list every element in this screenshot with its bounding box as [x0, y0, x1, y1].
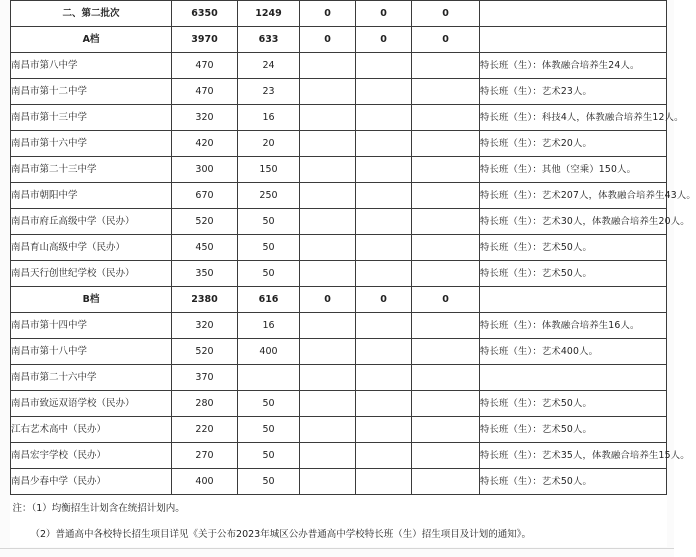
cell-count-c[interactable]: 0: [300, 1, 356, 27]
table-row[interactable]: [11, 391, 667, 417]
cell-note[interactable]: 特长班（生）：科技4人，体教融合培养生12人。: [480, 105, 667, 131]
cell-count-c[interactable]: [300, 261, 356, 287]
cell-count-a[interactable]: 300: [172, 157, 238, 183]
cell-count-b[interactable]: 16: [238, 105, 300, 131]
cell-count-b[interactable]: 616: [238, 287, 300, 313]
cell-count-a[interactable]: 280: [172, 391, 238, 417]
enrollment-table: [10, 0, 696, 547]
cell-note[interactable]: 特长班（生）：艺术400人。: [480, 339, 667, 365]
cell-count-a[interactable]: 370: [172, 365, 238, 391]
table-row[interactable]: [11, 235, 667, 261]
cell-school-name[interactable]: 江右艺术高中（民办）: [11, 417, 172, 443]
cell-school-name[interactable]: 南昌育山高级中学（民办）: [11, 235, 172, 261]
cell-note[interactable]: 特长班（生）：艺术30人，体教融合培养生20人。: [480, 209, 667, 235]
cell-count-d[interactable]: [356, 157, 412, 183]
footnote-1: 注：（1）均衡招生计划含在统招计划内。: [12, 502, 185, 514]
cell-count-a[interactable]: 450: [172, 235, 238, 261]
cell-school-name[interactable]: B档: [11, 287, 172, 313]
table-row[interactable]: [11, 157, 667, 183]
cell-count-a[interactable]: 320: [172, 105, 238, 131]
cell-count-d[interactable]: [356, 79, 412, 105]
cell-note[interactable]: 特长班（生）：艺术35人，体教融合培养生15人。: [480, 443, 667, 469]
cell-count-a[interactable]: 320: [172, 313, 238, 339]
cell-note[interactable]: 特长班（生）：艺术23人。: [480, 79, 667, 105]
cell-count-a[interactable]: 470: [172, 53, 238, 79]
cell-count-d[interactable]: [356, 391, 412, 417]
cell-school-name[interactable]: 南昌少春中学（民办）: [11, 469, 172, 495]
cell-count-b[interactable]: [238, 365, 300, 391]
cell-count-d[interactable]: 0: [356, 1, 412, 27]
table-row[interactable]: [11, 417, 667, 443]
cell-count-d[interactable]: [356, 417, 412, 443]
cell-count-b[interactable]: 50: [238, 209, 300, 235]
cell-count-b[interactable]: 150: [238, 157, 300, 183]
cell-count-e[interactable]: 0: [412, 287, 480, 313]
cell-note[interactable]: 特长班（生）：艺术50人。: [480, 235, 667, 261]
cell-count-e[interactable]: [412, 53, 480, 79]
cell-note[interactable]: 特长班（生）：艺术20人。: [480, 131, 667, 157]
table-row[interactable]: [11, 365, 667, 391]
cell-count-c[interactable]: [300, 365, 356, 391]
cell-count-a[interactable]: 420: [172, 131, 238, 157]
cell-count-c[interactable]: [300, 209, 356, 235]
cell-count-a[interactable]: 400: [172, 469, 238, 495]
table-group-row[interactable]: [11, 287, 667, 313]
cell-count-e[interactable]: [412, 157, 480, 183]
table-row[interactable]: [11, 209, 667, 235]
cell-school-name[interactable]: 南昌市第八中学: [11, 53, 172, 79]
table-group-row[interactable]: [11, 27, 667, 53]
cell-count-b[interactable]: 633: [238, 27, 300, 53]
cell-note[interactable]: 特长班（生）：体教融合培养生16人。: [480, 313, 667, 339]
footnote-2: （2）普通高中各校特长招生项目详见《关于公布2023年城区公办普通高中学校特长班（生）招生项目及计划的通知》。: [30, 528, 531, 540]
cell-count-d[interactable]: [356, 183, 412, 209]
cell-count-e[interactable]: [412, 365, 480, 391]
cell-count-b[interactable]: 400: [238, 339, 300, 365]
cell-count-e[interactable]: [412, 339, 480, 365]
cell-count-a[interactable]: 350: [172, 261, 238, 287]
cell-count-e[interactable]: [412, 391, 480, 417]
cell-count-b[interactable]: 50: [238, 469, 300, 495]
cell-note[interactable]: 特长班（生）：体教融合培养生24人。: [480, 53, 667, 79]
cell-count-d[interactable]: [356, 443, 412, 469]
cell-count-d[interactable]: [356, 261, 412, 287]
cell-school-name[interactable]: 南昌天行创世纪学校（民办）: [11, 261, 172, 287]
cell-count-b[interactable]: 16: [238, 313, 300, 339]
cell-school-name[interactable]: 南昌宏宇学校（民办）: [11, 443, 172, 469]
cell-school-name[interactable]: 南昌市第二十三中学: [11, 157, 172, 183]
table-row[interactable]: [11, 313, 667, 339]
cell-count-a[interactable]: 270: [172, 443, 238, 469]
cell-count-e[interactable]: [412, 261, 480, 287]
cell-count-c[interactable]: [300, 105, 356, 131]
cell-school-name[interactable]: 南昌市致远双语学校（民办）: [11, 391, 172, 417]
cell-school-name[interactable]: 南昌市第十三中学: [11, 105, 172, 131]
cell-count-e[interactable]: [412, 235, 480, 261]
cell-count-b[interactable]: 20: [238, 131, 300, 157]
cell-count-d[interactable]: [356, 313, 412, 339]
cell-count-e[interactable]: 0: [412, 1, 480, 27]
cell-count-b[interactable]: 50: [238, 417, 300, 443]
cell-school-name[interactable]: 南昌市府丘高级中学（民办）: [11, 209, 172, 235]
cell-count-a[interactable]: 670: [172, 183, 238, 209]
cell-count-c[interactable]: [300, 235, 356, 261]
table-row[interactable]: [11, 443, 667, 469]
cell-count-e[interactable]: [412, 313, 480, 339]
cell-count-d[interactable]: [356, 209, 412, 235]
cell-count-e[interactable]: [412, 183, 480, 209]
cell-count-d[interactable]: [356, 235, 412, 261]
cell-count-a[interactable]: 520: [172, 209, 238, 235]
table-row[interactable]: [11, 131, 667, 157]
cell-count-a[interactable]: 220: [172, 417, 238, 443]
cell-count-d[interactable]: 0: [356, 287, 412, 313]
divider: [0, 548, 674, 549]
cell-count-e[interactable]: [412, 79, 480, 105]
cell-note[interactable]: 特长班（生）：艺术207人，体教融合培养生43人。: [480, 183, 667, 209]
cell-count-c[interactable]: 0: [300, 287, 356, 313]
cell-count-a[interactable]: 520: [172, 339, 238, 365]
cell-count-b[interactable]: 50: [238, 261, 300, 287]
cell-note[interactable]: [480, 27, 667, 53]
cell-count-d[interactable]: [356, 469, 412, 495]
cell-note[interactable]: 特长班（生）：艺术50人。: [480, 391, 667, 417]
cell-count-e[interactable]: [412, 131, 480, 157]
footnotes: [11, 495, 667, 548]
table-row[interactable]: [11, 339, 667, 365]
cell-count-a[interactable]: 6350: [172, 1, 238, 27]
cell-count-c[interactable]: [300, 79, 356, 105]
cell-count-b[interactable]: 250: [238, 183, 300, 209]
cell-count-d[interactable]: [356, 131, 412, 157]
cell-count-d[interactable]: [356, 365, 412, 391]
cell-count-b[interactable]: 1249: [238, 1, 300, 27]
cell-school-name[interactable]: 南昌市第十四中学: [11, 313, 172, 339]
cell-count-c[interactable]: [300, 391, 356, 417]
cell-count-c[interactable]: [300, 417, 356, 443]
cell-count-c[interactable]: [300, 183, 356, 209]
cell-school-name[interactable]: 二、第二批次: [11, 1, 172, 27]
cell-count-d[interactable]: [356, 339, 412, 365]
cell-count-d[interactable]: 0: [356, 27, 412, 53]
cell-count-c[interactable]: [300, 469, 356, 495]
cell-count-e[interactable]: [412, 105, 480, 131]
cell-count-e[interactable]: [412, 469, 480, 495]
table-row[interactable]: [11, 53, 667, 79]
cell-note[interactable]: 特长班（生）：艺术50人。: [480, 261, 667, 287]
cell-count-a[interactable]: 2380: [172, 287, 238, 313]
cell-count-e[interactable]: [412, 417, 480, 443]
cell-count-e[interactable]: [412, 209, 480, 235]
cell-school-name[interactable]: 南昌市第十二中学: [11, 79, 172, 105]
cell-count-a[interactable]: 3970: [172, 27, 238, 53]
cell-count-c[interactable]: [300, 443, 356, 469]
cell-count-e[interactable]: [412, 443, 480, 469]
cell-count-c[interactable]: [300, 339, 356, 365]
table-row[interactable]: [11, 469, 667, 495]
cell-note[interactable]: 特长班（生）：艺术50人。: [480, 469, 667, 495]
cell-count-b[interactable]: 23: [238, 79, 300, 105]
table-row[interactable]: [11, 79, 667, 105]
cell-count-a[interactable]: 470: [172, 79, 238, 105]
table-row[interactable]: [11, 261, 667, 287]
table-row[interactable]: [11, 105, 667, 131]
cell-note[interactable]: 特长班（生）：其他（空乘）150人。: [480, 157, 667, 183]
cell-school-name[interactable]: 南昌市朝阳中学: [11, 183, 172, 209]
cell-count-d[interactable]: [356, 105, 412, 131]
table-row[interactable]: [11, 183, 667, 209]
cell-count-b[interactable]: 50: [238, 391, 300, 417]
cell-note[interactable]: [480, 365, 667, 391]
cell-count-c[interactable]: 0: [300, 27, 356, 53]
cell-school-name[interactable]: A档: [11, 27, 172, 53]
cell-school-name[interactable]: 南昌市第十八中学: [11, 339, 172, 365]
cell-note[interactable]: [480, 1, 667, 27]
cell-count-c[interactable]: [300, 157, 356, 183]
cell-count-c[interactable]: [300, 313, 356, 339]
table-group-row[interactable]: [11, 1, 667, 27]
cell-count-e[interactable]: 0: [412, 27, 480, 53]
cell-count-c[interactable]: [300, 131, 356, 157]
cell-school-name[interactable]: 南昌市第十六中学: [11, 131, 172, 157]
cell-count-c[interactable]: [300, 53, 356, 79]
cell-note[interactable]: [480, 287, 667, 313]
cell-count-d[interactable]: [356, 53, 412, 79]
cell-note[interactable]: 特长班（生）：艺术50人。: [480, 417, 667, 443]
cell-count-b[interactable]: 50: [238, 443, 300, 469]
table-body: [11, 1, 696, 495]
cell-count-b[interactable]: 24: [238, 53, 300, 79]
cell-school-name[interactable]: 南昌市第二十六中学: [11, 365, 172, 391]
cell-count-b[interactable]: 50: [238, 235, 300, 261]
